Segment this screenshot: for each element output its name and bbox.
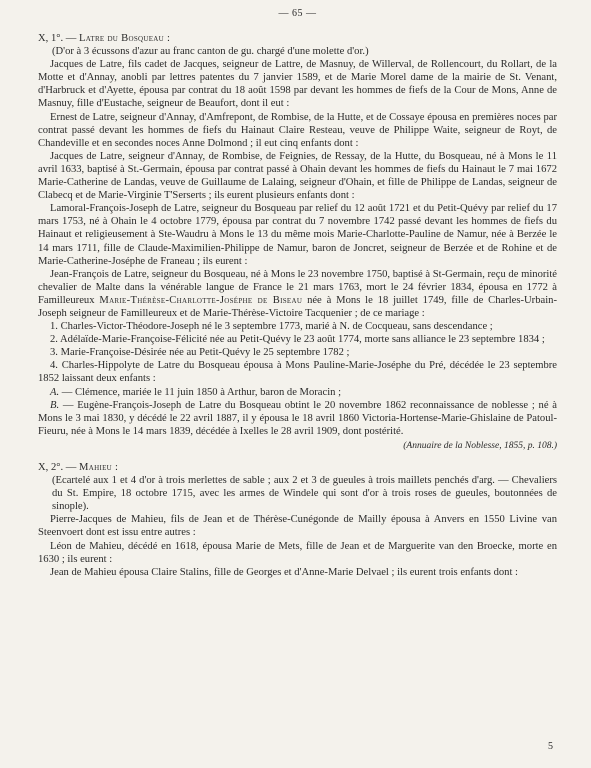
coat-of-arms: (Ecartelé aux 1 et 4 d'or à trois merlettes de sable ; aux 2 et 3 de gueules à trois maillets penchés d'arg. — Chevaliers du St. Empire, 18 octobre 1715, avec les armes de Windele qui sont d'or à trois roses de gueules, boutonnées de sinople).: [52, 475, 557, 513]
section-number: X, 2°. —: [38, 462, 77, 473]
text-run: — Eugène-François-Joseph de Latre du Bosqueau obtint le 20 novembre 1862 reconnaissance de noblesse ; né à Mons le 3 mai 1830, y décédé le 22 avril 1887, il y épousa le 18 avril 1860 Victoria-Hortense-Marie-Ghislaine de Patoul-Fieuru, née à Mons le 14 mars 1839, décédée à Ixelles le 28 avril 1909, dont postérité.: [38, 399, 557, 437]
child-entry: 3. Marie-Françoise-Désirée née au Petit-Quévy le 25 septembre 1782 ;: [50, 347, 350, 359]
text-run: née à Mons le 18 juillet 1749, fille de Charles-Urbain-Joseph seigneur de Familleureux et de Marie-Thérèse-Victoire Tacquenier ; de ce mariage :: [38, 294, 557, 319]
child-entry: 2. Adélaïde-Marie-Françoise-Félicité née au Petit-Quévy le 23 août 1774, morte sans alliance le 23 septembre 1834 ;: [50, 334, 545, 346]
page-header: — 65 —: [278, 8, 317, 19]
section-heading: [38, 32, 557, 45]
section-number: X, 1°. —: [38, 33, 77, 44]
paragraph: Jacques de Latre, fils cadet de Jacques, seigneur de Lattre, de Masnuy, de Willerval, de Rollencourt, du Rollart, de la Motte et d'Annay, anobli par lettres patentes du 7 janvier 1589, et de Marie Morel dame de la mairie de St. Venant, d'Harbruck et d'Ayette, épousa par contrat du 18 août 1598 par devant les hommes de fiefs de la Cour de Mons, Anne de Masnuy, fille d'Eustache, seigneur de Beaufort, dont il eut :: [38, 59, 557, 110]
coat-of-arms: (D'or à 3 écussons d'azur au franc canton de gu. chargé d'une molette d'or.): [52, 46, 369, 58]
section-title: Latre du Bosqueau :: [79, 33, 171, 44]
page-number: 5: [548, 741, 553, 752]
section-heading: [38, 461, 557, 474]
text-run: Jean-François de Latre, seigneur du Bosqueau, né à Mons le 23 novembre 1750, baptisé à St-Germain, reçu de minorité chevalier de Malte dans la vénérable langue de France le 21 mars 1763, mort le 24 février 1834, épousa en 1772 à Familleureux: [38, 268, 557, 306]
paragraph: Ernest de Latre, seigneur d'Annay, d'Amfrepont, de Rombise, de la Hutte, et de Cossaye épousa en premières noces par contrat passé devant les hommes de fiefs du Hainaut Claire Resteau, veuve de Philippe Waite, seigneur de Royt, de Chandeville et en secondes noces Anne Dolmond ; il eut cinq enfants dont :: [38, 111, 557, 149]
spouse-name: Marie-Thérèse-Charlotte-Joséphe de Biseau: [99, 294, 303, 306]
source-reference: (Annuaire de la Noblesse, 1855, p. 108.): [403, 440, 557, 451]
paragraph: Pierre-Jacques de Mahieu, fils de Jean et de Thérèse-Cunégonde de Mailly épousa à Anvers en 1550 Livine van Steenvoert dont est issu entre autres :: [38, 514, 557, 539]
entry-letter: A.: [50, 386, 60, 398]
text-run: — Clémence, mariée le 11 juin 1850 à Arthur, baron de Moracin ;: [61, 386, 342, 398]
section-title: Mahieu :: [79, 462, 119, 473]
paragraph: Jean de Mahieu épousa Claire Stalins, fille de Georges et d'Anne-Marie Delvael ; ils eurent trois enfants dont :: [50, 566, 518, 578]
paragraph: [38, 268, 557, 320]
grandchild-entry: [38, 386, 557, 399]
paragraph: Léon de Mahieu, décédé en 1618, épousa Marie de Mets, fille de Jean et de Marguerite van den Broecke, morte en 1630 ; ils eurent :: [38, 540, 557, 565]
paragraph: Lamoral-François-Joseph de Latre, seigneur du Bosqueau par relief du 12 août 1721 et du Petit-Quévy par relief du 17 mars 1753, né à Ohain le 4 octobre 1779, épousa par contrat du 7 novembre 1742 passé devant les hommes de fiefs du Hainaut et religieusement à Ste-Waudru à Mons le 13 du même mois Marie-Charlotte-Pauline de Namur, née à Berzée le 14 mars 1711, fille de Claude-Maximilien-Philippe de Namur, baron de Joncret, seigneur de Berzée et de Rohine et de Marie-Catherine-Joséphe de Franeau ; ils eurent :: [38, 203, 557, 267]
grandchild-entry: [38, 399, 557, 438]
entry-letter: B.: [50, 399, 60, 411]
paragraph: Jacques de Latre, seigneur d'Annay, de Rombise, de Feignies, de Ressay, de la Hutte, du Bosqueau, né à Mons le 11 avril 1633, baptisé à St.-Germain, épousa par contrat passé à Ohain devant les hommes de fiefs du Hainaut le 7 mai 1672 Marie-Catherine de Landas, veuve de Guillaume de Lalaing, seigneur d'Ohain, et fille de Philippe de Landas, seigneur de Clabecq et de Marie-Virginie T'Serserts ; ils eurent plusieurs enfants dont :: [38, 150, 557, 202]
section-mahieu: [38, 461, 557, 579]
child-entry: 4. Charles-Hippolyte de Latre du Bosqueau épousa à Mons Pauline-Marie-Joséphe du Pré, décédée le 23 septembre 1852 laissant deux enfants :: [38, 360, 557, 385]
child-entry: 1. Charles-Victor-Théodore-Joseph né le 3 septembre 1773, marié à N. de Cocqueau, sans descendance ;: [50, 321, 493, 333]
section-latre: [38, 32, 557, 453]
